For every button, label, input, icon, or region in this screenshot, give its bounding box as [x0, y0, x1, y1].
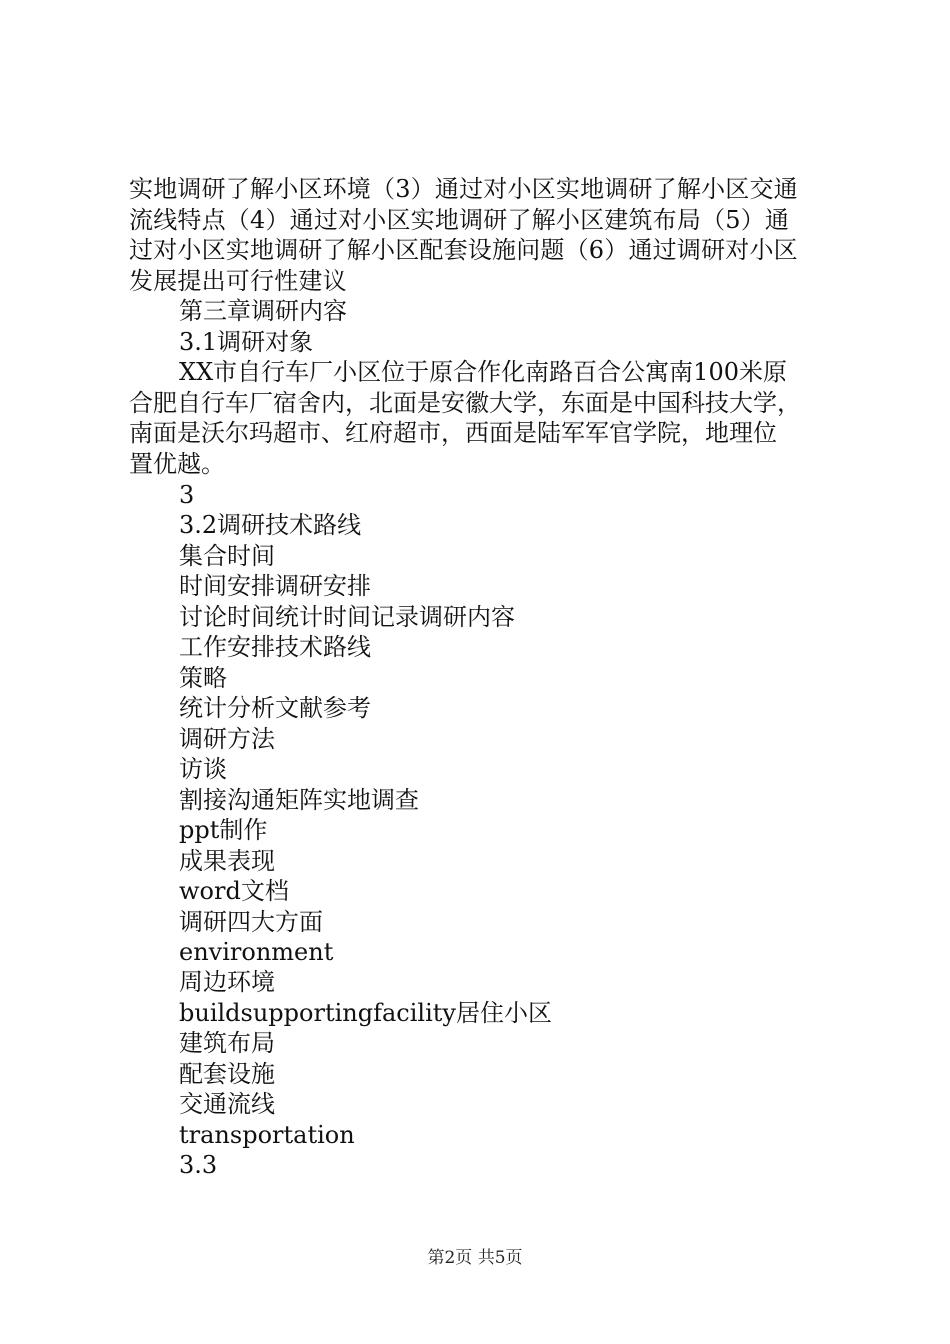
- route-item: 访谈: [179, 755, 227, 783]
- route-item: 集合时间: [179, 542, 275, 570]
- intro-line: 实地调研了解小区环境（3）通过对小区实地调研了解小区交通: [129, 175, 798, 203]
- route-item: word文档: [179, 877, 289, 905]
- route-item: 策略: [179, 664, 227, 692]
- route-item: transportation: [179, 1121, 355, 1149]
- intro-line: 过对小区实地调研了解小区配套设施问题（6）通过调研对小区: [129, 236, 798, 264]
- intro-line: 发展提出可行性建议: [129, 266, 347, 295]
- paragraph-line: 南面是沃尔玛超市、红府超市，西面是陆军军官学院，地理位: [129, 419, 777, 447]
- object-paragraph: [129, 357, 834, 479]
- route-item: buildsupportingfacility居住小区: [179, 999, 552, 1027]
- intro-line: 流线特点（4）通过对小区实地调研了解小区建筑布局（5）通: [129, 205, 790, 234]
- route-item: 统计分析文献参考: [179, 694, 371, 722]
- chapter-heading: 第三章调研内容: [179, 297, 347, 325]
- route-item: 割接沟通矩阵实地调查: [179, 786, 419, 814]
- route-item: 3.3: [179, 1151, 218, 1179]
- intro-paragraph: [129, 174, 834, 296]
- route-item: 讨论时间统计时间记录调研内容: [179, 603, 515, 631]
- paragraph-line: 置优越。: [129, 449, 225, 478]
- route-item: 配套设施: [179, 1060, 275, 1088]
- section-heading-3-1: 3.1调研对象: [179, 328, 314, 356]
- stray-number: 3: [179, 481, 195, 509]
- page-footer: 第2页 共5页: [427, 1248, 523, 1268]
- route-item: 成果表现: [179, 847, 275, 875]
- route-item: 调研四大方面: [179, 908, 323, 936]
- route-item: 交通流线: [179, 1090, 275, 1118]
- paragraph-line: XX市自行车厂小区位于原合作化南路百合公寓南100米原: [179, 358, 787, 386]
- paragraph-line: 合肥自行车厂宿舍内，北面是安徽大学，东面是中国科技大学，: [129, 388, 801, 417]
- route-item: 调研方法: [179, 725, 275, 753]
- route-item: 工作安排技术路线: [179, 633, 371, 661]
- route-item: 时间安排调研安排: [179, 572, 371, 600]
- route-item: 周边环境: [179, 968, 275, 996]
- section-heading-3-2: 3.2调研技术路线: [179, 511, 362, 539]
- route-item: ppt制作: [179, 816, 268, 844]
- route-item: 建筑布局: [179, 1029, 275, 1057]
- route-item: environment: [179, 938, 334, 966]
